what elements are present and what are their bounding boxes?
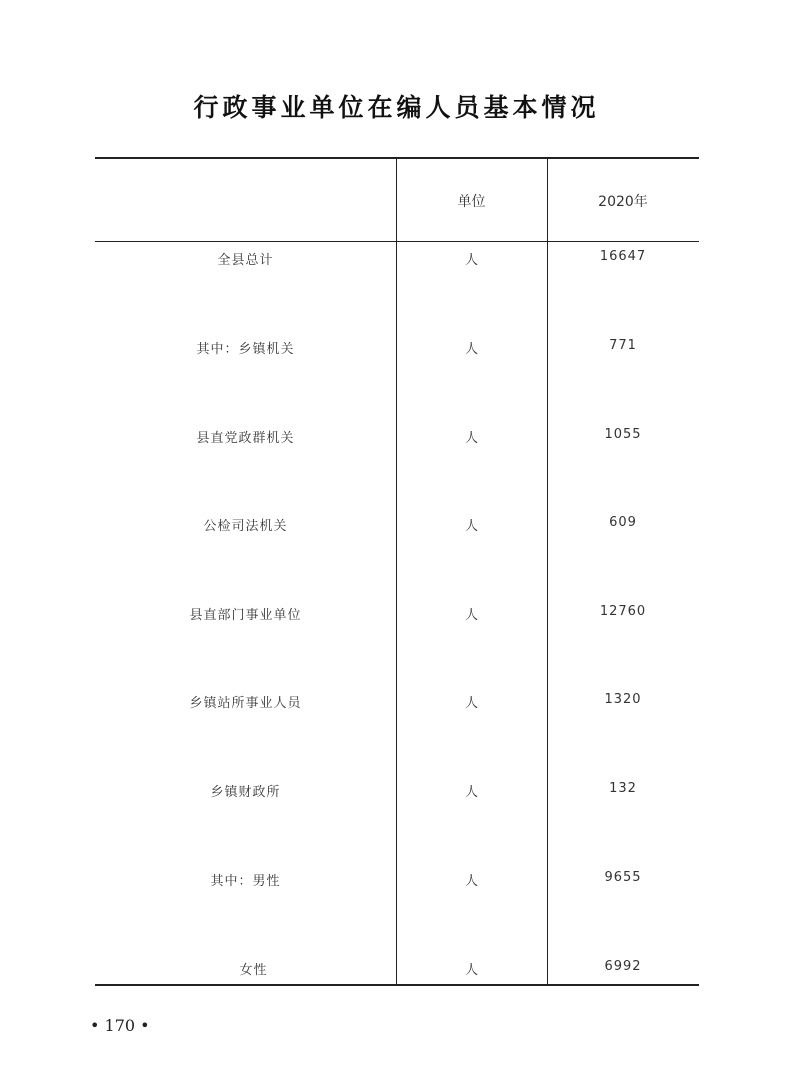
table-row <box>95 870 699 890</box>
column-divider-2 <box>547 159 548 984</box>
page-title: 行政事业单位在编人员基本情况 <box>193 93 600 122</box>
row-value: 16647 <box>599 249 647 264</box>
row-name: 全县总计 <box>217 253 274 268</box>
row-unit: 人 <box>464 785 478 800</box>
row-name: 乡镇站所事业人员 <box>189 696 302 711</box>
column-divider-1 <box>396 159 397 984</box>
row-unit: 人 <box>464 342 478 357</box>
row-name: 县直党政群机关 <box>196 431 295 446</box>
table-row <box>95 604 699 624</box>
header-unit: 单位 <box>457 194 486 210</box>
table-row <box>95 781 699 801</box>
staff-table <box>95 157 699 986</box>
row-name: 县直部门事业单位 <box>189 608 302 623</box>
row-value: 609 <box>609 515 637 530</box>
row-value: 771 <box>609 338 637 353</box>
row-unit: 人 <box>464 963 478 978</box>
header-year: 2020年 <box>598 194 648 210</box>
table-row <box>95 515 699 535</box>
row-value: 132 <box>609 781 637 796</box>
row-unit: 人 <box>464 874 478 889</box>
page-number: • 170 • <box>90 1016 150 1035</box>
header-divider <box>95 241 699 242</box>
row-name: 其中：男性 <box>210 874 281 889</box>
table-row <box>95 692 699 712</box>
row-unit: 人 <box>464 696 478 711</box>
row-name: 其中：乡镇机关 <box>196 342 295 357</box>
row-value: 9655 <box>604 870 642 885</box>
row-unit: 人 <box>464 253 478 268</box>
row-unit: 人 <box>464 519 478 534</box>
row-value: 1320 <box>604 692 642 707</box>
row-unit: 人 <box>464 608 478 623</box>
row-value: 6992 <box>604 959 642 974</box>
row-name: 女性 <box>239 963 268 978</box>
row-name: 乡镇财政所 <box>210 785 281 800</box>
table-row <box>95 427 699 447</box>
table-row <box>95 249 699 269</box>
row-value: 12760 <box>599 604 647 619</box>
row-name: 公检司法机关 <box>203 519 288 534</box>
table-row <box>95 959 699 979</box>
row-unit: 人 <box>464 431 478 446</box>
row-value: 1055 <box>604 427 642 442</box>
table-row <box>95 338 699 358</box>
